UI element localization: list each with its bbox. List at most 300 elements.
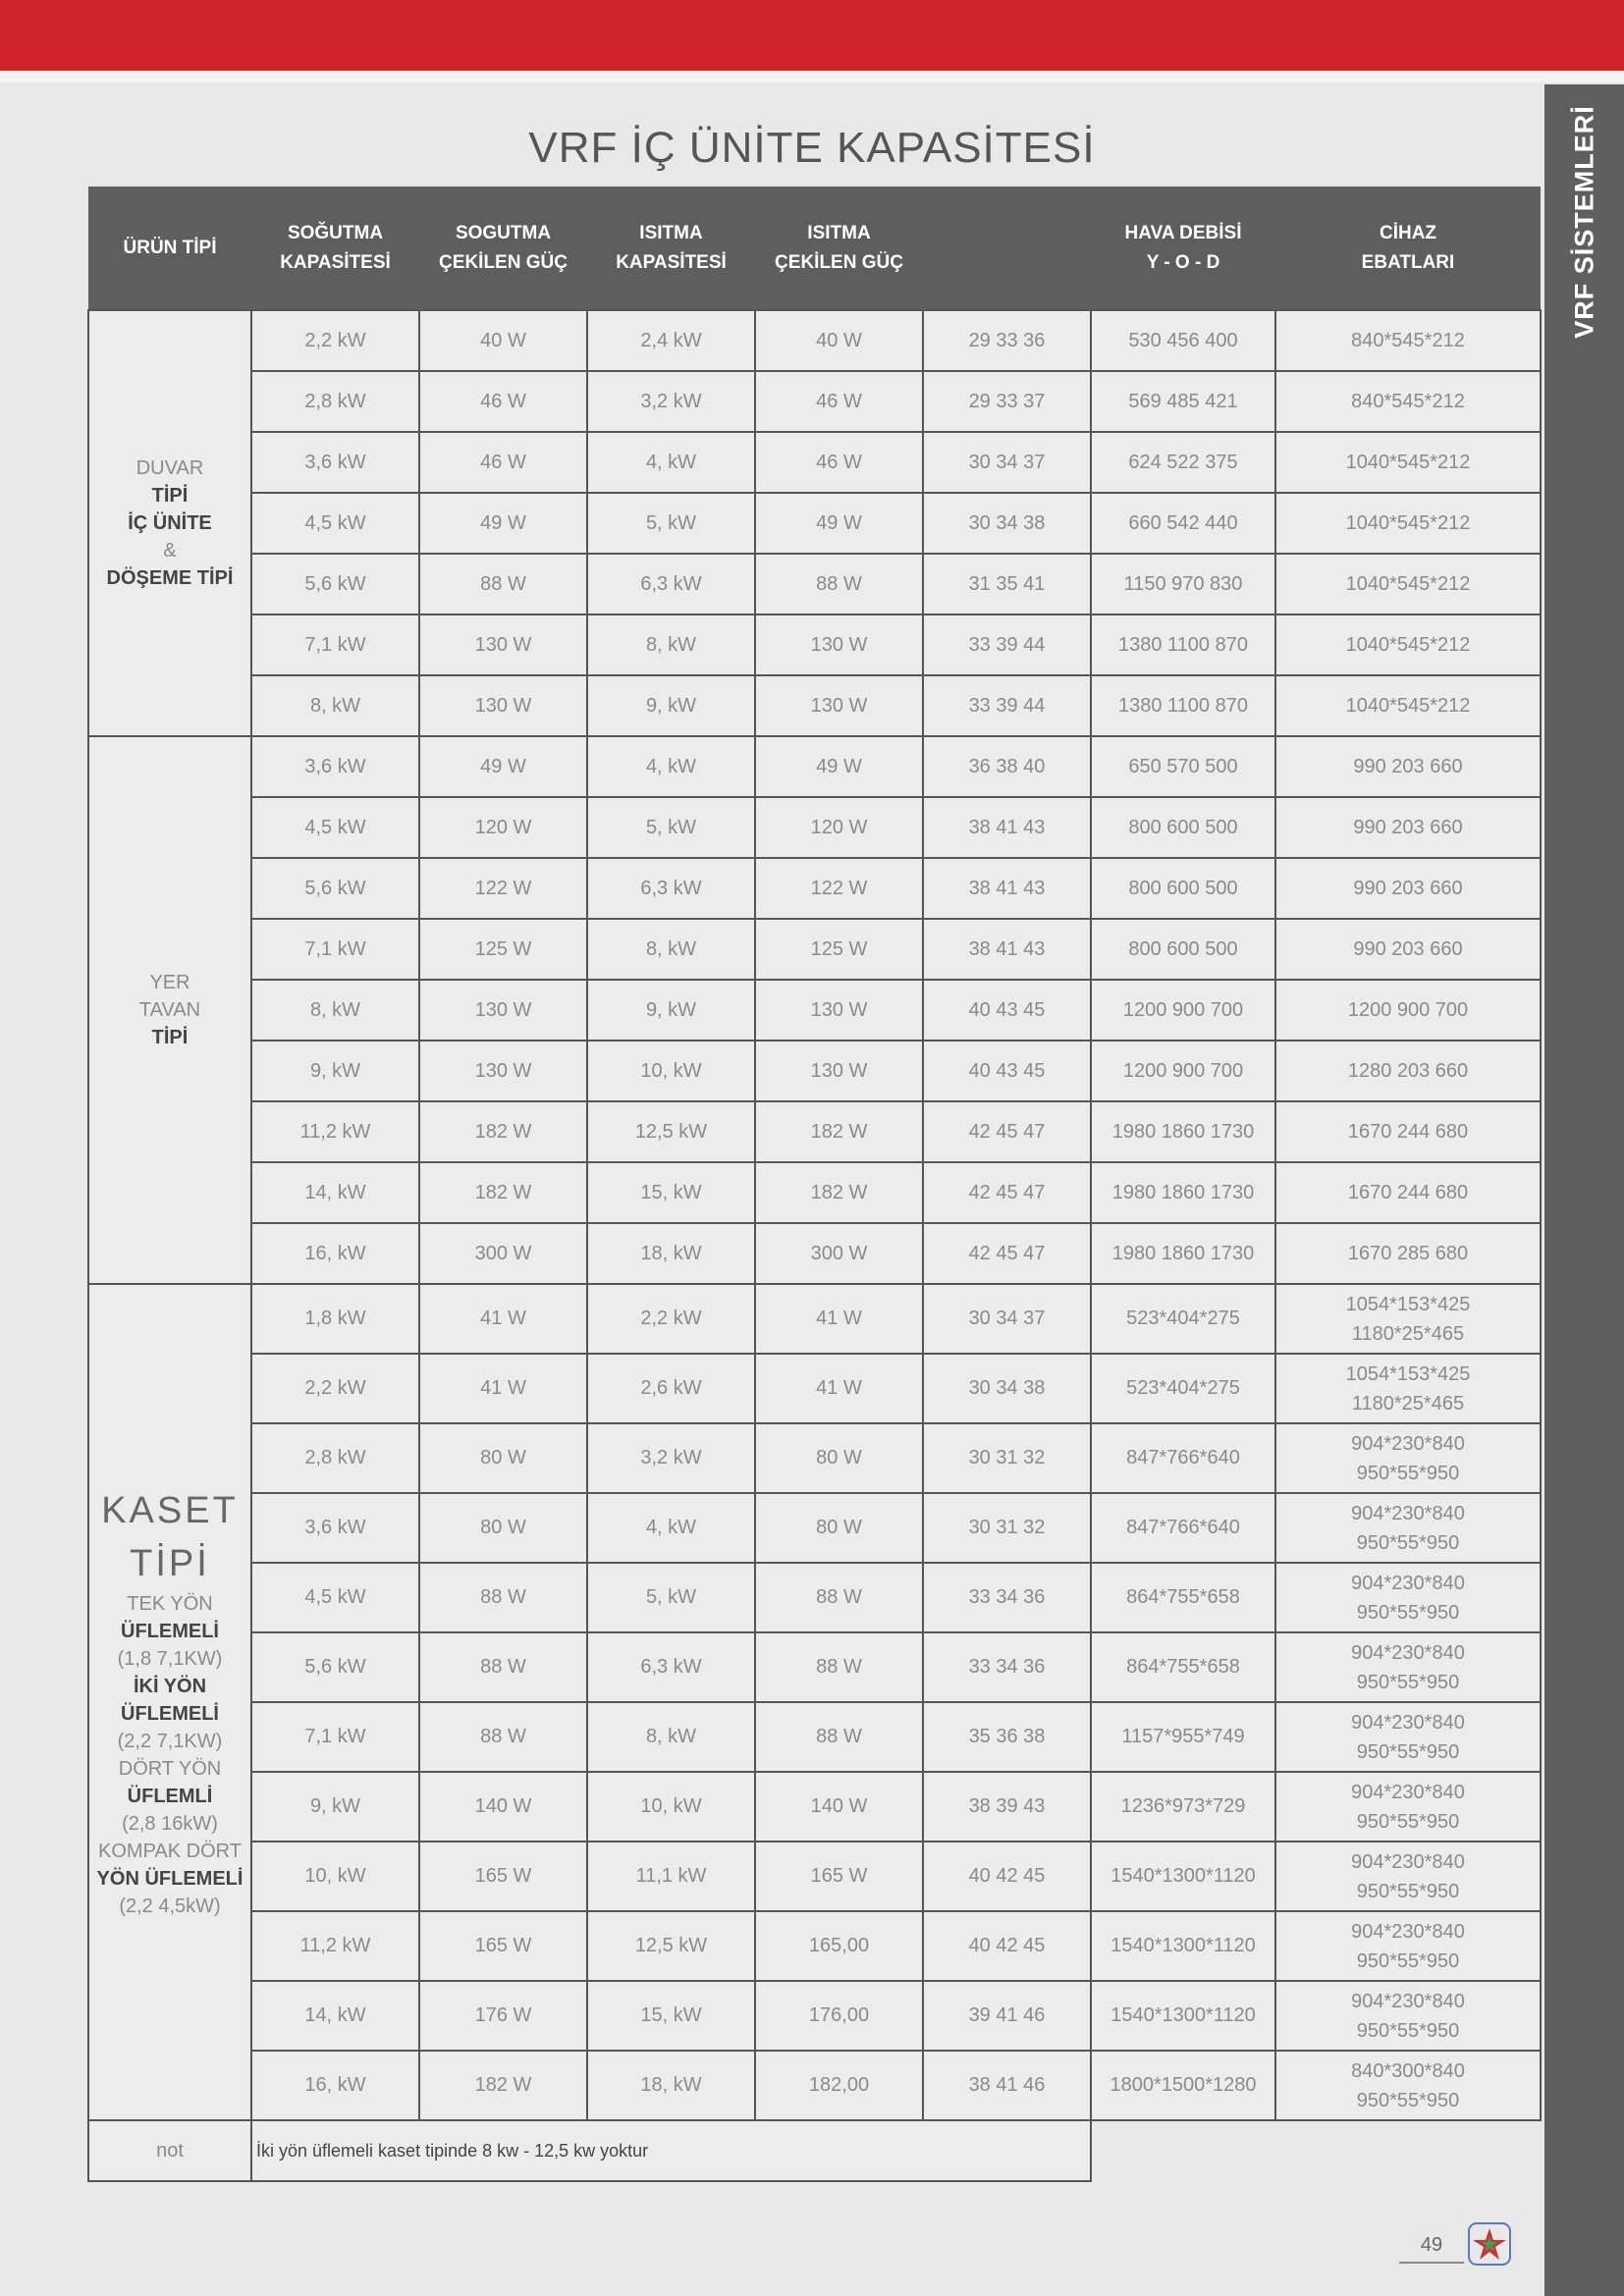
table-cell: 120 W bbox=[755, 797, 923, 858]
table-cell: 38 39 43 bbox=[923, 1772, 1091, 1842]
table-cell: 49 W bbox=[755, 736, 923, 797]
table-cell: 130 W bbox=[419, 1041, 587, 1101]
table-cell: 7,1 kW bbox=[251, 1702, 419, 1772]
table-cell: 800 600 500 bbox=[1091, 858, 1275, 919]
table-row bbox=[88, 858, 1541, 919]
table-cell: 9, kW bbox=[251, 1772, 419, 1842]
table-row bbox=[88, 1702, 1541, 1772]
table-cell: 7,1 kW bbox=[251, 919, 419, 980]
column-header-line: EBATLARI bbox=[1361, 251, 1455, 273]
table-cell: 16, kW bbox=[251, 2051, 419, 2120]
column-header bbox=[923, 187, 1091, 310]
table-cell: 1040*545*212 bbox=[1275, 493, 1541, 554]
table-cell: 88 W bbox=[755, 1702, 923, 1772]
product-type-line: (2,2 4,5kW) bbox=[119, 1896, 221, 1917]
table-cell: 15, kW bbox=[587, 1162, 755, 1223]
table-cell: 130 W bbox=[755, 614, 923, 675]
table-cell: 300 W bbox=[755, 1223, 923, 1284]
cell-line: 1180*25*465 bbox=[1351, 1322, 1465, 1345]
table-cell: 165,00 bbox=[755, 1911, 923, 1981]
table-cell: 4,5 kW bbox=[251, 1563, 419, 1632]
product-type-line: (2,2 7,1KW) bbox=[117, 1731, 223, 1752]
note-label: not bbox=[88, 2120, 251, 2181]
table-cell: 41 W bbox=[419, 1354, 587, 1423]
table-cell: 122 W bbox=[755, 858, 923, 919]
table-cell: 33 39 44 bbox=[923, 675, 1091, 736]
table-cell: 1200 900 700 bbox=[1275, 980, 1541, 1041]
table-cell: 40 42 45 bbox=[923, 1911, 1091, 1981]
table-cell bbox=[1275, 1632, 1541, 1702]
table-cell: 14, kW bbox=[251, 1162, 419, 1223]
product-type-line: TEK YÖN bbox=[127, 1593, 213, 1615]
table-row bbox=[88, 1101, 1541, 1162]
product-type-line: (1,8 7,1KW) bbox=[117, 1648, 223, 1670]
column-header-line: ISITMA bbox=[807, 222, 871, 243]
table-cell: 5, kW bbox=[587, 1563, 755, 1632]
table-row bbox=[88, 1354, 1541, 1423]
table-row bbox=[88, 1981, 1541, 2051]
product-type-line: KASET bbox=[101, 1490, 239, 1531]
cell-line: 904*230*840 bbox=[1351, 1641, 1465, 1664]
capacity-table bbox=[87, 187, 1542, 2182]
table-cell: 182 W bbox=[419, 1101, 587, 1162]
table-cell: 46 W bbox=[755, 371, 923, 432]
table-cell: 650 570 500 bbox=[1091, 736, 1275, 797]
table-cell: 38 41 43 bbox=[923, 919, 1091, 980]
product-type-line: TAVAN bbox=[138, 999, 201, 1021]
table-row bbox=[88, 797, 1541, 858]
product-type-line: YER bbox=[149, 972, 190, 993]
table-cell: 12,5 kW bbox=[587, 1101, 755, 1162]
table-cell bbox=[1275, 2051, 1541, 2120]
table-cell: 660 542 440 bbox=[1091, 493, 1275, 554]
column-header-line: CİHAZ bbox=[1379, 222, 1437, 243]
column-header-line: KAPASİTESİ bbox=[616, 251, 727, 273]
table-cell: 9, kW bbox=[587, 675, 755, 736]
side-gray-bar bbox=[1544, 84, 1624, 2296]
table-cell: 130 W bbox=[755, 675, 923, 736]
table-cell: 15, kW bbox=[587, 1981, 755, 2051]
table-cell: 10, kW bbox=[587, 1772, 755, 1842]
product-type-line: DÖRT YÖN bbox=[118, 1758, 222, 1780]
table-cell: 8, kW bbox=[587, 1702, 755, 1772]
table-cell: 2,8 kW bbox=[251, 371, 419, 432]
cell-line: 950*55*950 bbox=[1356, 1810, 1460, 1833]
cell-line: 950*55*950 bbox=[1356, 2089, 1460, 2111]
column-header-line: ISITMA bbox=[639, 222, 703, 243]
table-cell: 1157*955*749 bbox=[1091, 1702, 1275, 1772]
table-cell: 1540*1300*1120 bbox=[1091, 1981, 1275, 2051]
product-type-line: ÜFLEMELİ bbox=[121, 1703, 219, 1725]
table-row bbox=[88, 1284, 1541, 1354]
cell-line: 904*230*840 bbox=[1351, 1920, 1465, 1943]
cell-line: 904*230*840 bbox=[1351, 1502, 1465, 1524]
table-cell: 165 W bbox=[419, 1911, 587, 1981]
table-cell: 122 W bbox=[419, 858, 587, 919]
table-cell bbox=[1275, 1702, 1541, 1772]
table-cell: 800 600 500 bbox=[1091, 797, 1275, 858]
table-cell: 42 45 47 bbox=[923, 1101, 1091, 1162]
table-cell: 40 W bbox=[755, 310, 923, 371]
table-cell: 30 34 38 bbox=[923, 1354, 1091, 1423]
table-cell: 182,00 bbox=[755, 2051, 923, 2120]
table-cell: 14, kW bbox=[251, 1981, 419, 2051]
table-cell bbox=[1275, 1354, 1541, 1423]
table-cell: 1040*545*212 bbox=[1275, 675, 1541, 736]
product-type-line: KOMPAK DÖRT bbox=[98, 1841, 242, 1862]
column-header-line: Y - O - D bbox=[1146, 251, 1220, 273]
table-cell: 88 W bbox=[755, 554, 923, 614]
product-type-line: YÖN ÜFLEMELİ bbox=[96, 1868, 244, 1890]
table-cell: 42 45 47 bbox=[923, 1162, 1091, 1223]
table-cell: 38 41 43 bbox=[923, 797, 1091, 858]
table-row bbox=[88, 919, 1541, 980]
table-cell: 41 W bbox=[419, 1284, 587, 1354]
table-cell: 7,1 kW bbox=[251, 614, 419, 675]
table-cell: 2,4 kW bbox=[587, 310, 755, 371]
table-cell: 12,5 kW bbox=[587, 1911, 755, 1981]
table-cell: 29 33 37 bbox=[923, 371, 1091, 432]
table-cell: 1,8 kW bbox=[251, 1284, 419, 1354]
table-cell: 3,6 kW bbox=[251, 736, 419, 797]
table-cell: 36 38 40 bbox=[923, 736, 1091, 797]
table-cell: 5, kW bbox=[587, 493, 755, 554]
table-cell: 80 W bbox=[419, 1423, 587, 1493]
table-cell: 130 W bbox=[755, 980, 923, 1041]
table-cell: 569 485 421 bbox=[1091, 371, 1275, 432]
table-cell: 10, kW bbox=[251, 1842, 419, 1911]
cell-line: 950*55*950 bbox=[1356, 1949, 1460, 1972]
table-cell: 1980 1860 1730 bbox=[1091, 1162, 1275, 1223]
table-cell bbox=[1275, 1772, 1541, 1842]
table-cell: 1040*545*212 bbox=[1275, 554, 1541, 614]
brand-logo-icon bbox=[1468, 2222, 1511, 2266]
table-cell: 30 31 32 bbox=[923, 1493, 1091, 1563]
table-row bbox=[88, 1842, 1541, 1911]
cell-line: 904*230*840 bbox=[1351, 1711, 1465, 1734]
table-cell: 18, kW bbox=[587, 2051, 755, 2120]
table-cell: 88 W bbox=[419, 1702, 587, 1772]
table-cell: 120 W bbox=[419, 797, 587, 858]
cell-line: 950*55*950 bbox=[1356, 1671, 1460, 1693]
table-cell: 40 43 45 bbox=[923, 980, 1091, 1041]
table-cell bbox=[1275, 1842, 1541, 1911]
table-cell: 523*404*275 bbox=[1091, 1354, 1275, 1423]
cell-line: 950*55*950 bbox=[1356, 2019, 1460, 2042]
table-cell: 11,2 kW bbox=[251, 1101, 419, 1162]
table-cell: 46 W bbox=[419, 432, 587, 493]
table-cell: 3,6 kW bbox=[251, 1493, 419, 1563]
table-cell: 6,3 kW bbox=[587, 1632, 755, 1702]
table-row bbox=[88, 675, 1541, 736]
table-cell: 16, kW bbox=[251, 1223, 419, 1284]
cell-line: 904*230*840 bbox=[1351, 1432, 1465, 1455]
table-cell: 1200 900 700 bbox=[1091, 980, 1275, 1041]
table-row bbox=[88, 1223, 1541, 1284]
table-cell: 4, kW bbox=[587, 1493, 755, 1563]
table-cell: 182 W bbox=[419, 1162, 587, 1223]
column-header bbox=[1275, 187, 1541, 310]
table-cell: 10, kW bbox=[587, 1041, 755, 1101]
table-cell: 2,6 kW bbox=[587, 1354, 755, 1423]
table-cell: 3,6 kW bbox=[251, 432, 419, 493]
column-header-line: ÜRÜN TİPİ bbox=[123, 237, 217, 258]
product-type-line: TİPİ bbox=[151, 1027, 189, 1048]
table-cell: 130 W bbox=[419, 980, 587, 1041]
table-cell: 4,5 kW bbox=[251, 493, 419, 554]
table-cell: 9, kW bbox=[251, 1041, 419, 1101]
table-cell: 30 31 32 bbox=[923, 1423, 1091, 1493]
top-white-line bbox=[0, 71, 1624, 82]
table-row bbox=[88, 1772, 1541, 1842]
table-cell: 88 W bbox=[755, 1563, 923, 1632]
table-cell: 1670 244 680 bbox=[1275, 1101, 1541, 1162]
product-type-line: DÖŞEME TİPİ bbox=[106, 567, 234, 589]
table-cell: 1800*1500*1280 bbox=[1091, 2051, 1275, 2120]
table-cell: 5,6 kW bbox=[251, 1632, 419, 1702]
table-cell: 8, kW bbox=[251, 675, 419, 736]
table-cell: 182 W bbox=[755, 1162, 923, 1223]
table-cell: 990 203 660 bbox=[1275, 736, 1541, 797]
product-type-line: ÜFLEMLİ bbox=[127, 1786, 213, 1807]
table-cell: 176 W bbox=[419, 1981, 587, 2051]
table-cell: 125 W bbox=[755, 919, 923, 980]
column-header bbox=[755, 187, 923, 310]
cell-line: 904*230*840 bbox=[1351, 1572, 1465, 1594]
table-cell bbox=[1275, 1423, 1541, 1493]
column-header bbox=[587, 187, 755, 310]
table-cell: 4, kW bbox=[587, 736, 755, 797]
table-cell: 8, kW bbox=[587, 614, 755, 675]
table-cell: 990 203 660 bbox=[1275, 797, 1541, 858]
table-cell: 990 203 660 bbox=[1275, 858, 1541, 919]
cell-line: 950*55*950 bbox=[1356, 1531, 1460, 1554]
product-type-cell bbox=[88, 736, 251, 1284]
table-cell: 49 W bbox=[419, 736, 587, 797]
table-row bbox=[88, 493, 1541, 554]
cell-line: 840*300*840 bbox=[1351, 2059, 1465, 2082]
product-type-cell bbox=[88, 1284, 251, 2120]
table-cell: 1040*545*212 bbox=[1275, 432, 1541, 493]
table-cell: 140 W bbox=[419, 1772, 587, 1842]
product-type-line: (2,8 16kW) bbox=[122, 1813, 218, 1835]
product-type-line: TİPİ bbox=[151, 485, 189, 507]
table-cell: 300 W bbox=[419, 1223, 587, 1284]
column-header-line: HAVA DEBİSİ bbox=[1124, 222, 1242, 243]
side-label-text: VRF SİSTEMLERİ bbox=[1569, 105, 1598, 339]
table-cell: 1200 900 700 bbox=[1091, 1041, 1275, 1101]
table-cell: 40 43 45 bbox=[923, 1041, 1091, 1101]
table-cell: 3,2 kW bbox=[587, 1423, 755, 1493]
product-type-line: ÜFLEMELİ bbox=[121, 1621, 219, 1642]
table-row bbox=[88, 1493, 1541, 1563]
cell-line: 1180*25*465 bbox=[1351, 1392, 1465, 1415]
table-cell: 864*755*658 bbox=[1091, 1632, 1275, 1702]
table-cell: 5,6 kW bbox=[251, 554, 419, 614]
cell-line: 904*230*840 bbox=[1351, 1990, 1465, 2012]
table-row bbox=[88, 1162, 1541, 1223]
table-cell: 33 34 36 bbox=[923, 1632, 1091, 1702]
table-cell: 1380 1100 870 bbox=[1091, 614, 1275, 675]
table-cell: 42 45 47 bbox=[923, 1223, 1091, 1284]
table-cell: 523*404*275 bbox=[1091, 1284, 1275, 1354]
note-blank bbox=[1091, 2120, 1541, 2181]
table-cell: 30 34 38 bbox=[923, 493, 1091, 554]
table-cell: 11,2 kW bbox=[251, 1911, 419, 1981]
table-row bbox=[88, 554, 1541, 614]
table-cell: 1980 1860 1730 bbox=[1091, 1101, 1275, 1162]
table-cell: 130 W bbox=[755, 1041, 923, 1101]
table-cell: 30 34 37 bbox=[923, 1284, 1091, 1354]
table-row bbox=[88, 1911, 1541, 1981]
cell-line: 1054*153*425 bbox=[1345, 1362, 1471, 1385]
table-cell: 176,00 bbox=[755, 1981, 923, 2051]
table-cell: 3,2 kW bbox=[587, 371, 755, 432]
product-type-line: & bbox=[163, 540, 177, 561]
table-cell: 41 W bbox=[755, 1354, 923, 1423]
table-cell: 35 36 38 bbox=[923, 1702, 1091, 1772]
table-cell: 5, kW bbox=[587, 797, 755, 858]
table-row bbox=[88, 1423, 1541, 1493]
product-type-line: İÇ ÜNİTE bbox=[128, 512, 212, 534]
table-row bbox=[88, 310, 1541, 371]
table-cell: 88 W bbox=[419, 1632, 587, 1702]
table-cell: 130 W bbox=[419, 614, 587, 675]
table-cell: 38 41 46 bbox=[923, 2051, 1091, 2120]
table-cell: 80 W bbox=[755, 1493, 923, 1563]
table-cell: 11,1 kW bbox=[587, 1842, 755, 1911]
table-cell: 49 W bbox=[419, 493, 587, 554]
table-cell: 1540*1300*1120 bbox=[1091, 1842, 1275, 1911]
table-row bbox=[88, 614, 1541, 675]
table-cell: 6,3 kW bbox=[587, 858, 755, 919]
table-cell: 1280 203 660 bbox=[1275, 1041, 1541, 1101]
table-cell: 182 W bbox=[755, 1101, 923, 1162]
table-cell: 140 W bbox=[755, 1772, 923, 1842]
table-cell: 9, kW bbox=[587, 980, 755, 1041]
product-type-cell bbox=[88, 310, 251, 736]
table-row bbox=[88, 1041, 1541, 1101]
table-cell: 40 42 45 bbox=[923, 1842, 1091, 1911]
table-cell: 18, kW bbox=[587, 1223, 755, 1284]
table-cell: 5,6 kW bbox=[251, 858, 419, 919]
table-cell: 40 W bbox=[419, 310, 587, 371]
table-cell: 1236*973*729 bbox=[1091, 1772, 1275, 1842]
column-header bbox=[251, 187, 419, 310]
table-cell: 840*545*212 bbox=[1275, 310, 1541, 371]
column-header-line: ÇEKİLEN GÜÇ bbox=[439, 251, 568, 273]
table-cell: 840*545*212 bbox=[1275, 371, 1541, 432]
product-type-line: İKİ YÖN bbox=[133, 1676, 207, 1697]
table-cell: 847*766*640 bbox=[1091, 1493, 1275, 1563]
table-cell: 38 41 43 bbox=[923, 858, 1091, 919]
table-cell: 1380 1100 870 bbox=[1091, 675, 1275, 736]
table-cell: 88 W bbox=[419, 554, 587, 614]
note-row bbox=[88, 2120, 1541, 2181]
table-cell: 624 522 375 bbox=[1091, 432, 1275, 493]
table-cell: 130 W bbox=[419, 675, 587, 736]
column-header-line: KAPASİTESİ bbox=[280, 251, 391, 273]
cell-line: 904*230*840 bbox=[1351, 1781, 1465, 1803]
top-red-bar bbox=[0, 0, 1624, 71]
table-cell: 1670 285 680 bbox=[1275, 1223, 1541, 1284]
cell-line: 904*230*840 bbox=[1351, 1850, 1465, 1873]
table-cell: 182 W bbox=[419, 2051, 587, 2120]
table-cell: 2,2 kW bbox=[251, 310, 419, 371]
product-type-line: TİPİ bbox=[130, 1543, 210, 1584]
table-cell: 2,2 kW bbox=[587, 1284, 755, 1354]
table-cell: 1670 244 680 bbox=[1275, 1162, 1541, 1223]
table-cell: 165 W bbox=[419, 1842, 587, 1911]
page-number: 49 bbox=[1399, 2228, 1464, 2264]
table-row bbox=[88, 1563, 1541, 1632]
column-header bbox=[1091, 187, 1275, 310]
table-cell: 80 W bbox=[419, 1493, 587, 1563]
column-header-line: SOĞUTMA bbox=[287, 222, 384, 243]
table-cell: 530 456 400 bbox=[1091, 310, 1275, 371]
table-cell: 33 39 44 bbox=[923, 614, 1091, 675]
table-cell: 1040*545*212 bbox=[1275, 614, 1541, 675]
table-cell: 4,5 kW bbox=[251, 797, 419, 858]
table-row bbox=[88, 2051, 1541, 2120]
table-cell: 2,2 kW bbox=[251, 1354, 419, 1423]
table-cell: 41 W bbox=[755, 1284, 923, 1354]
table-row bbox=[88, 1632, 1541, 1702]
page-title: VRF İÇ ÜNİTE KAPASİTESİ bbox=[528, 124, 1096, 172]
table-cell: 46 W bbox=[419, 371, 587, 432]
product-type-line: DUVAR bbox=[135, 457, 204, 479]
table-cell: 39 41 46 bbox=[923, 1981, 1091, 2051]
table-cell: 2,8 kW bbox=[251, 1423, 419, 1493]
table-row bbox=[88, 432, 1541, 493]
table-cell: 1150 970 830 bbox=[1091, 554, 1275, 614]
table-cell bbox=[1275, 1911, 1541, 1981]
table-row bbox=[88, 371, 1541, 432]
table-cell: 88 W bbox=[419, 1563, 587, 1632]
table-cell: 864*755*658 bbox=[1091, 1563, 1275, 1632]
table-cell: 31 35 41 bbox=[923, 554, 1091, 614]
cell-line: 1054*153*425 bbox=[1345, 1293, 1471, 1315]
table-cell: 4, kW bbox=[587, 432, 755, 493]
table-row bbox=[88, 980, 1541, 1041]
table-cell: 165 W bbox=[755, 1842, 923, 1911]
table-row bbox=[88, 736, 1541, 797]
table-cell: 847*766*640 bbox=[1091, 1423, 1275, 1493]
note-text: İki yön üflemeli kaset tipinde 8 kw - 12,5 kw yoktur bbox=[251, 2120, 1091, 2181]
table-cell: 990 203 660 bbox=[1275, 919, 1541, 980]
table-cell: 88 W bbox=[755, 1632, 923, 1702]
table-cell: 8, kW bbox=[587, 919, 755, 980]
table-cell: 800 600 500 bbox=[1091, 919, 1275, 980]
table-cell: 80 W bbox=[755, 1423, 923, 1493]
column-header-line: SOGUTMA bbox=[455, 222, 552, 243]
table-cell: 6,3 kW bbox=[587, 554, 755, 614]
table-cell: 1980 1860 1730 bbox=[1091, 1223, 1275, 1284]
table-cell: 29 33 36 bbox=[923, 310, 1091, 371]
table-cell: 33 34 36 bbox=[923, 1563, 1091, 1632]
table-cell bbox=[1275, 1981, 1541, 2051]
table-cell bbox=[1275, 1563, 1541, 1632]
cell-line: 950*55*950 bbox=[1356, 1740, 1460, 1763]
table-cell: 1540*1300*1120 bbox=[1091, 1911, 1275, 1981]
column-header bbox=[419, 187, 587, 310]
column-header bbox=[88, 187, 251, 310]
table-cell bbox=[1275, 1493, 1541, 1563]
cell-line: 950*55*950 bbox=[1356, 1462, 1460, 1484]
cell-line: 950*55*950 bbox=[1356, 1601, 1460, 1624]
table-cell bbox=[1275, 1284, 1541, 1354]
column-header-line: ÇEKİLEN GÜÇ bbox=[775, 251, 903, 273]
